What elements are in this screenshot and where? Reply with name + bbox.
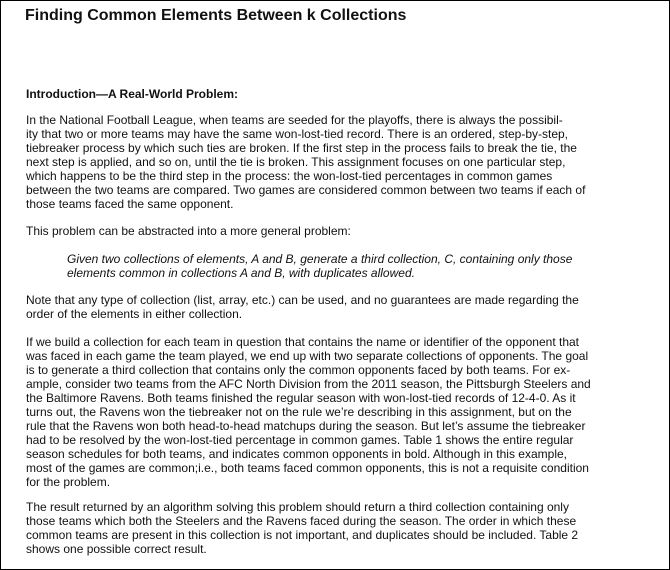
text-line: common teams are present in this collection is not important, and duplicates should be included. Table 2 <box>26 528 579 542</box>
text-line: had to be resolved by the won-lost-tied percentage in common games. Table 1 shows the entire regular <box>26 433 574 447</box>
text-line: order of the elements in either collection. <box>26 307 243 321</box>
text-line: those teams faced the same opponent. <box>26 197 234 211</box>
text-line: shows one possible correct result. <box>26 542 207 556</box>
problem-statement-quote <box>67 252 572 280</box>
text-line: season schedules for both teams, and indicates common opponents in bold. Although in this example, <box>26 447 568 461</box>
text-line: next step is applied, and so on, until the tie is broken. This assignment focuses on one particular step, <box>26 155 566 169</box>
text-line: elements common in collections A and B, with duplicates allowed. <box>67 266 415 280</box>
text-line: is to generate a third collection that contains only the common opponents faced by both teams. For ex- <box>26 363 571 377</box>
text-line: ample, consider two teams from the AFC North Division from the 2011 season, the Pittsburgh Steelers and <box>26 377 591 391</box>
text-line: most of the games are common;i.e., both teams faced common opponents, this is not a requisite condition <box>26 461 589 475</box>
text-line: between the two teams are compared. Two games are considered common between two teams if each of <box>26 183 586 197</box>
text-line: the Baltimore Ravens. Both teams finished the regular season with won-lost-tied records of 12-4-0. As it <box>26 391 576 405</box>
text-line: Given two collections of elements, A and B, generate a third collection, C, containing only those <box>67 252 573 266</box>
text-line: In the National Football League, when teams are seeded for the playoffs, there is always the possibil- <box>26 113 563 127</box>
paragraph-example <box>26 335 591 489</box>
text-line: Note that any type of collection (list, array, etc.) can be used, and no guarantees are made regarding the <box>26 293 579 307</box>
page-title: Finding Common Elements Between k Collections <box>25 7 407 24</box>
text-line: those teams which both the Steelers and the Ravens faced during the season. The order in which these <box>26 514 577 528</box>
paragraph-result <box>26 500 578 556</box>
paragraph-nfl-tiebreaker <box>26 113 585 211</box>
text-line: was faced in each game the team played, we end up with two separate collections of opponents. The goal <box>26 349 589 363</box>
paragraph-abstraction <box>26 224 351 238</box>
text-line: The result returned by an algorithm solving this problem should return a third collection containing only <box>26 500 569 514</box>
text-line: rule that the Ravens won both head-to-head matchups during the season. But let’s assume the tiebreaker <box>26 419 586 433</box>
text-line: for the problem. <box>26 475 111 489</box>
text-line: which happens to be the third step in the process: the won-lost-tied percentages in common games <box>26 169 553 183</box>
text-line: This problem can be abstracted into a more general problem: <box>26 224 351 238</box>
text-line: ity that two or more teams may have the same won-lost-tied record. There is an ordered, step-by-step, <box>26 127 569 141</box>
section-heading-introduction: Introduction—A Real-World Problem: <box>26 87 238 101</box>
text-line: tiebreaker process by which such ties are broken. If the first step in the process fails to break the tie, the <box>26 141 577 155</box>
text-line: If we build a collection for each team in question that contains the name or identifier of the opponent that <box>26 335 580 349</box>
text-line: turns out, the Ravens won the tiebreaker not on the rule we’re describing in this assignment, but on the <box>26 405 572 419</box>
paragraph-collection-note <box>26 293 579 321</box>
